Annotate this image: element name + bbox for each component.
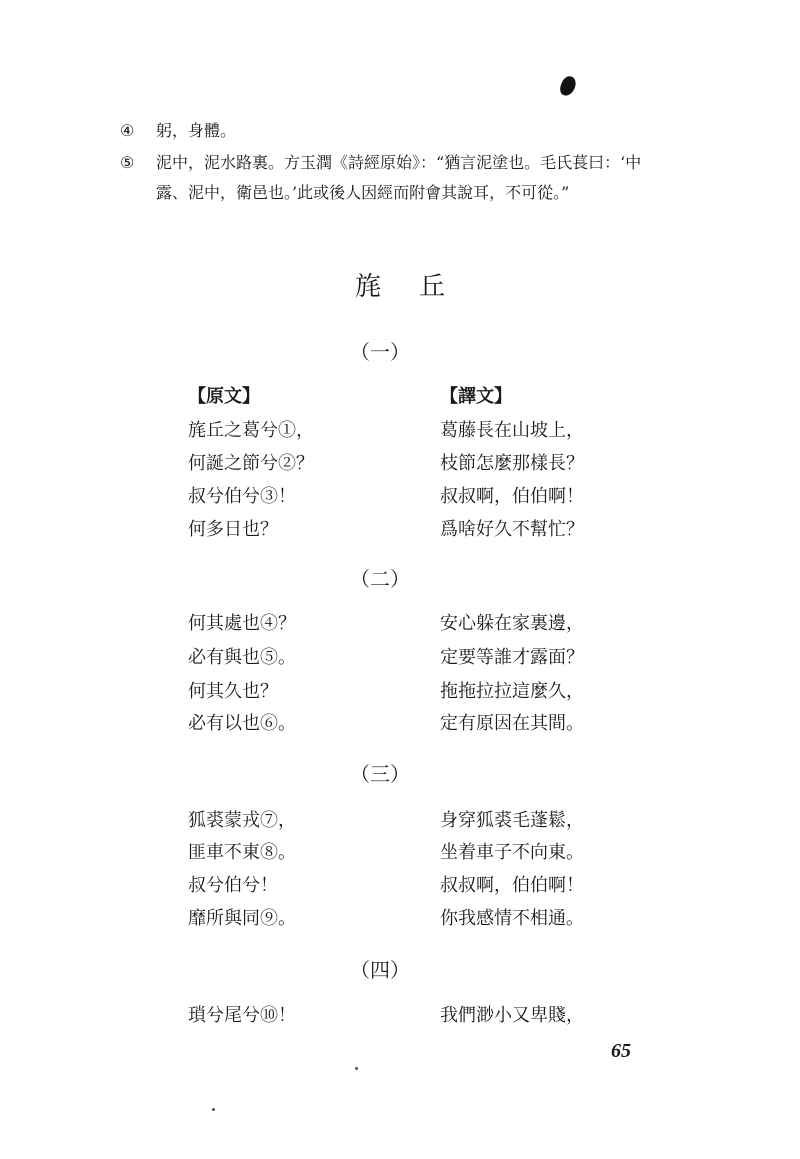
translation-line: 定有原因在其間。 — [440, 713, 584, 734]
poem-title: 旄丘 — [354, 272, 483, 302]
footnote-text: 泥中，泥水路裏。方玉潤《詩經原始》：“猶言泥塗也。毛氏萇曰：‘中 — [156, 153, 642, 172]
translation-line: 叔叔啊，伯伯啊！ — [440, 875, 584, 896]
original-line: 靡所與同⑨。 — [188, 908, 296, 929]
scan-speck — [212, 1108, 215, 1111]
scan-speck — [355, 1067, 358, 1070]
original-line: 何其處也④？ — [188, 613, 296, 634]
stanza-label-3: （三） — [350, 762, 410, 786]
footnote-4 — [120, 119, 236, 143]
translation-header: 【譯文】 — [440, 386, 512, 407]
translation-line: 身穿狐裘毛蓬鬆， — [440, 810, 584, 831]
translation-line: 定要等誰才露面？ — [440, 647, 584, 668]
stanza-label-4: （四） — [350, 958, 410, 982]
original-line: 旄丘之葛兮①， — [188, 420, 314, 441]
footnote-number: ④ — [120, 121, 135, 140]
translation-line: 我們渺小又卑賤， — [440, 1005, 584, 1026]
original-line: 何誕之節兮②？ — [188, 453, 314, 474]
footnote-5-continued: 露、泥中，衛邑也。’此或後人因經而附會其說耳，不可從。” — [156, 183, 570, 202]
footnote-5 — [120, 151, 641, 175]
translation-line: 爲啥好久不幫忙？ — [440, 519, 584, 540]
stanza-label-2: （二） — [350, 567, 410, 591]
translation-line: 你我感情不相通。 — [440, 908, 584, 929]
translation-line: 拖拖拉拉這麼久， — [440, 681, 584, 702]
original-line: 叔兮伯兮③！ — [188, 486, 296, 507]
footnote-text: 躬，身體。 — [156, 121, 237, 140]
translation-line: 坐着車子不向東。 — [440, 842, 584, 863]
translation-line: 枝節怎麼那樣長？ — [440, 453, 584, 474]
translation-line: 安心躲在家裏邊， — [440, 613, 584, 634]
original-line: 何多日也？ — [188, 519, 278, 540]
translation-line: 叔叔啊，伯伯啊！ — [440, 486, 584, 507]
original-text-header: 【原文】 — [188, 386, 260, 407]
page-number: 65 — [611, 1040, 631, 1062]
ink-blot — [558, 74, 577, 97]
original-line: 瑣兮尾兮⑩！ — [188, 1005, 296, 1026]
original-line: 何其久也？ — [188, 681, 278, 702]
footnote-number: ⑤ — [120, 153, 135, 172]
original-line: 匪車不東⑧。 — [188, 842, 296, 863]
original-line: 必有與也⑤。 — [188, 647, 296, 668]
translation-line: 葛藤長在山坡上， — [440, 420, 584, 441]
original-line: 必有以也⑥。 — [188, 713, 296, 734]
original-line: 狐裘蒙戎⑦， — [188, 810, 296, 831]
original-line: 叔兮伯兮！ — [188, 875, 278, 896]
stanza-label-1: （一） — [350, 340, 410, 364]
